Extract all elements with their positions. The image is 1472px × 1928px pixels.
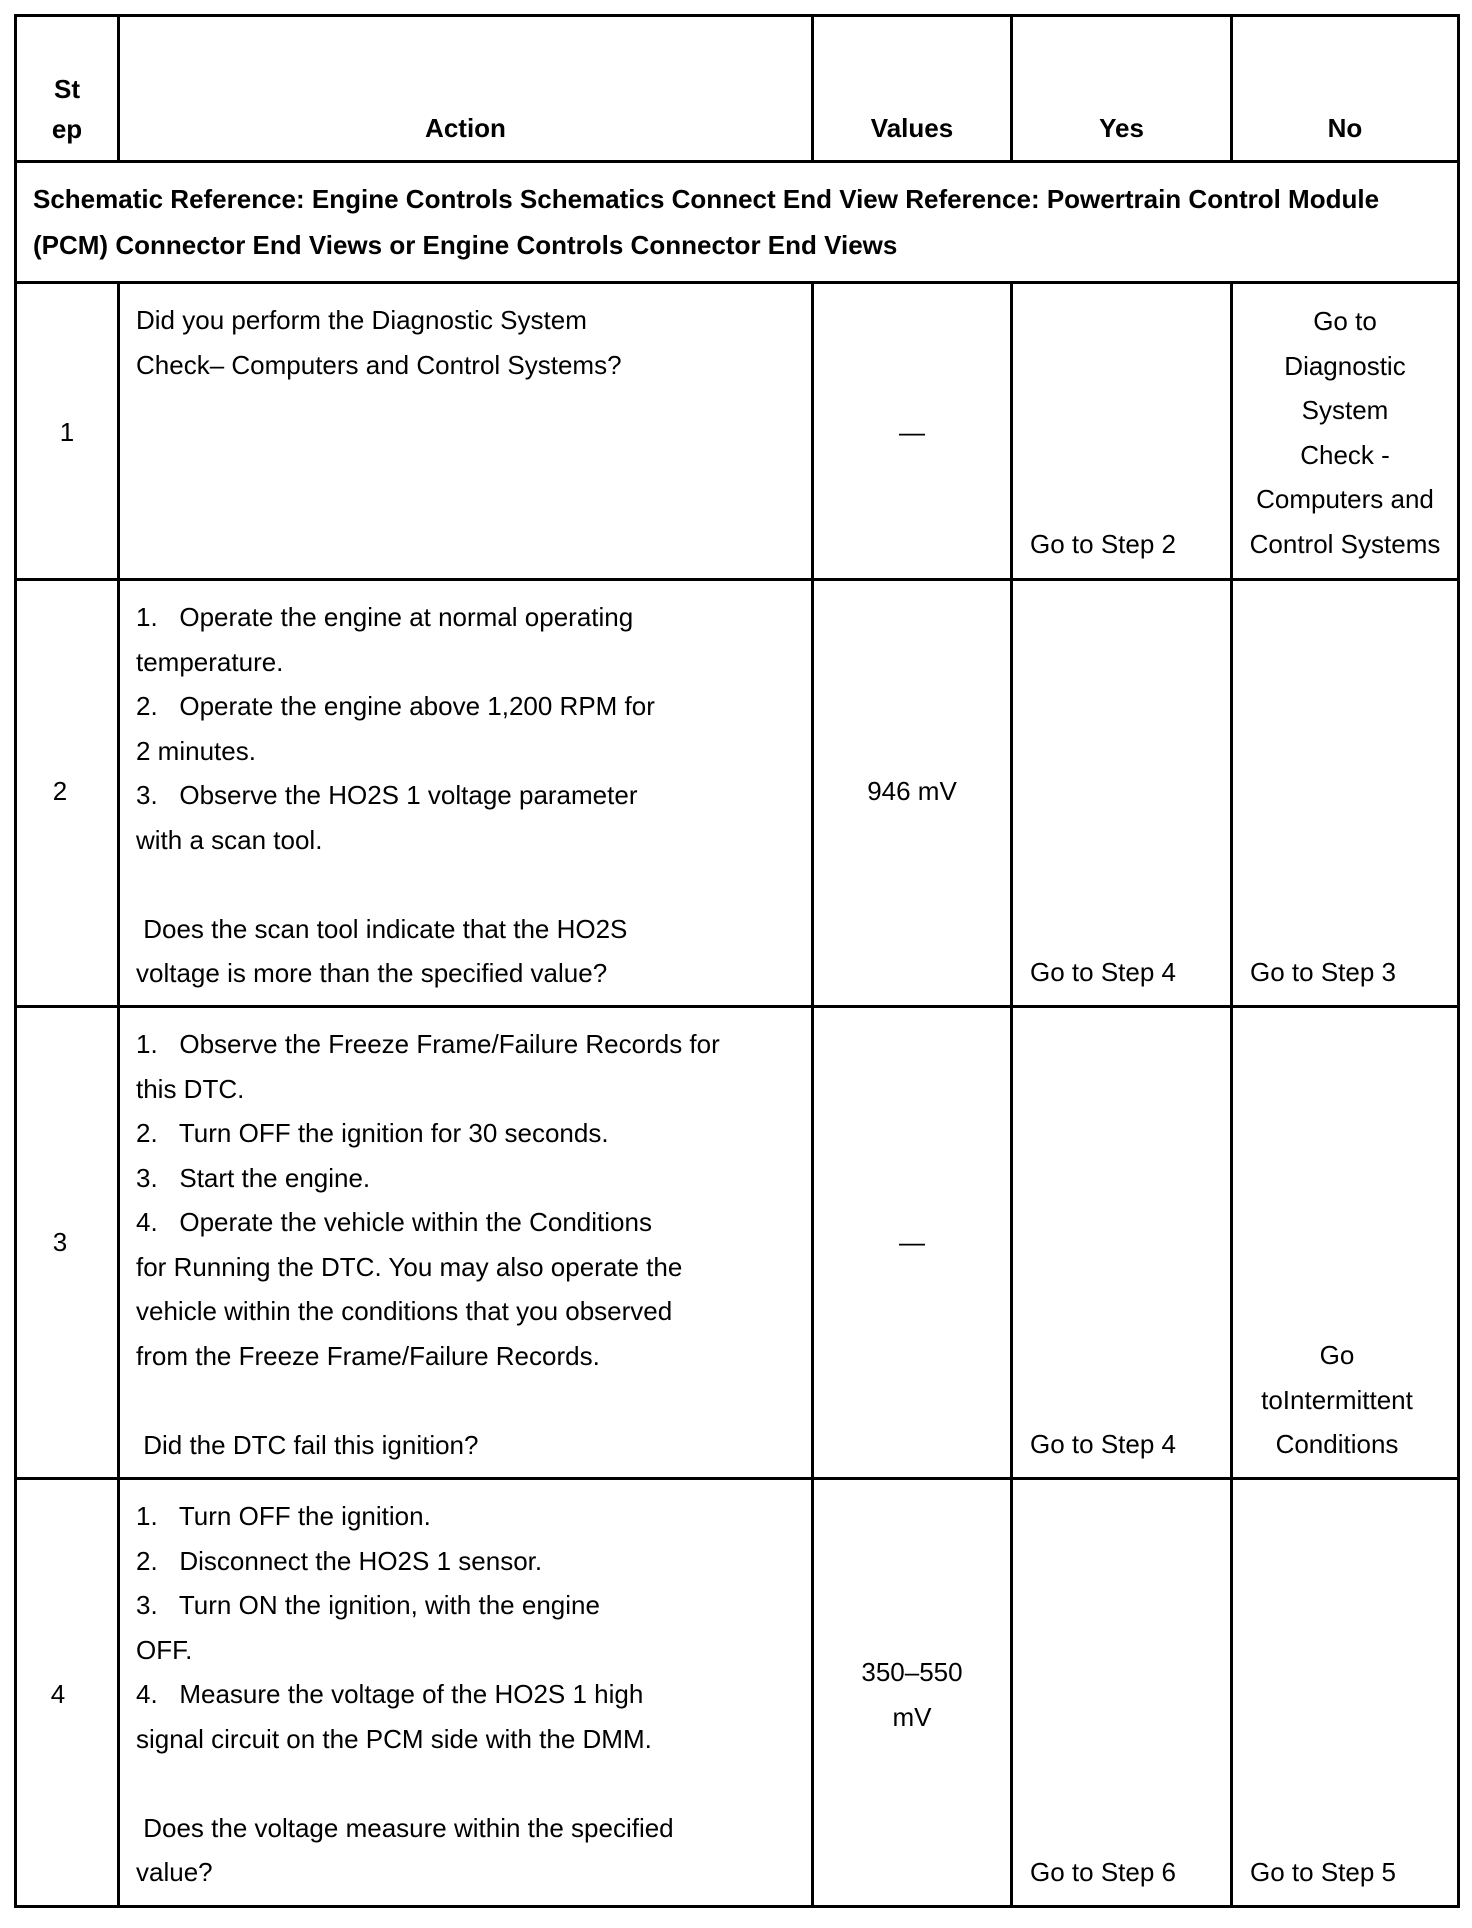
table-border-top <box>14 14 1460 17</box>
row-4-action: 1. Turn OFF the ignition. 2. Disconnect the HO2S 1 sensor. 3. Turn ON the ignition, with the engine OFF. 4. Measure the voltage of the HO2S 1 high signal circuit on the PCM side with the DMM. Does the voltage measure within the specified value? <box>136 1501 674 1887</box>
table-border-left <box>14 14 17 1908</box>
row-divider-3 <box>14 1477 1460 1480</box>
header-yes: Yes <box>1099 113 1144 143</box>
schematic-divider <box>14 281 1460 284</box>
row-1-no: Go to Diagnostic System Check - Computers and Control Systems <box>1249 306 1441 559</box>
row-2-yes: Go to Step 4 <box>1030 957 1176 987</box>
row-divider-1 <box>14 578 1460 581</box>
row-2-action: 1. Operate the engine at normal operating temperature. 2. Operate the engine above 1,200 RPM for 2 minutes. 3. Observe the HO2S 1 voltage parameter with a scan tool. Does the scan tool indicate that the HO2S voltage is more than the specified value? <box>136 602 655 988</box>
row-2-no: Go to Step 3 <box>1250 957 1396 987</box>
row-4-value: 350–550 mV <box>861 1657 963 1732</box>
col-divider-step <box>117 281 120 1908</box>
row-2-value: 946 mV <box>867 776 957 806</box>
row-4-no: Go to Step 5 <box>1250 1857 1396 1887</box>
row-1-value: — <box>899 417 925 447</box>
row-3-no: Go toIntermittent Conditions <box>1261 1340 1413 1459</box>
header-divider <box>14 160 1460 163</box>
row-3-step: 3 <box>52 1227 68 1257</box>
header-no: No <box>1327 113 1363 143</box>
row-1-yes: Go to Step 2 <box>1030 529 1176 559</box>
row-3-value: — <box>899 1227 925 1257</box>
table-border-right <box>1457 14 1460 1908</box>
col-divider-values <box>1010 281 1013 1908</box>
header-values: Values <box>870 113 954 143</box>
row-4-yes: Go to Step 6 <box>1030 1857 1176 1887</box>
header-action: Action <box>425 113 506 143</box>
row-2-step: 2 <box>52 776 68 806</box>
row-3-yes: Go to Step 4 <box>1030 1429 1176 1459</box>
schematic-reference: Schematic Reference: Engine Controls Schematics Connect End View Reference: Powertrain Control Module (PCM) Connector End Views or Engine Controls Connector End Views <box>33 184 1380 260</box>
table-border-bottom <box>14 1905 1460 1908</box>
row-3-action: 1. Observe the Freeze Frame/Failure Records for this DTC. 2. Turn OFF the ignition for 30 seconds. 3. Start the engine. 4. Operate the vehicle within the Conditions for Running the DTC. You may also operate the vehicle within the conditions that you observed from the Freeze Frame/Failure Records. Did the DTC fail this ignition? <box>136 1029 720 1460</box>
row-divider-2 <box>14 1005 1460 1008</box>
row-1-action: Did you perform the Diagnostic System Check– Computers and Control Systems? <box>136 305 622 380</box>
header-step: St ep <box>51 74 83 144</box>
row-1-step: 1 <box>59 417 75 447</box>
row-4-step: 4 <box>50 1679 66 1709</box>
